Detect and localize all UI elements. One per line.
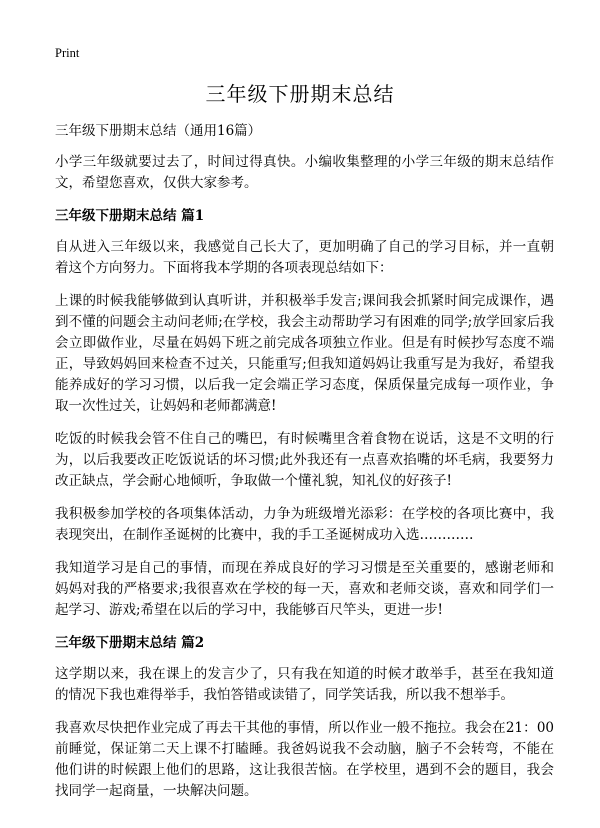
section-paragraph: 我积极参加学校的各项集体活动，力争为班级增光添彩：在学校的各项比赛中，我表现突出，在制作圣诞树的比赛中，我的手工圣诞树成功入选…………	[55, 506, 554, 543]
article-subtitle: 三年级下册期末总结（通用16篇）	[55, 123, 262, 139]
section-heading: 三年级下册期末总结 篇1	[55, 208, 205, 224]
section-paragraph: 这学期以来，我在课上的发言少了，只有我在知道的时候才敢举手，甚至在我知道的情况下我也难得举手，我怕答错或读错了，同学笑话我，所以我不想举手。	[55, 666, 554, 703]
intro-paragraph: 小学三年级就要过去了，时间过得真快。小编收集整理的小学三年级的期末总结作文，希望您喜欢，仅供大家参考。	[55, 154, 554, 191]
section-paragraph: 我喜欢尽快把作业完成了再去干其他的事情，所以作业一般不拖拉。我会在21：00前睡觉，保证第二天上课不打瞌睡。我爸妈说我不会动脑，脑子不会转弯，不能在他们讲的时候跟上他们的思路，这让我很苦恼。在学校里，遇到不会的题目，我会找同学一起商量，一块解决问题。	[55, 720, 554, 799]
section-heading: 三年级下册期末总结 篇2	[55, 635, 205, 651]
section-paragraph: 自从进入三年级以来，我感觉自己长大了，更加明确了自己的学习目标，并一直朝着这个方向努力。下面将我本学期的各项表现总结如下：	[55, 239, 554, 276]
article-body	[55, 121, 554, 814]
section-paragraph: 我知道学习是自己的事情，而现在养成良好的学习习惯是至关重要的，感谢老师和妈妈对我的严格要求;我很喜欢在学校的每一天，喜欢和老师交谈，喜欢和同学们一起学习、游戏;希望在以后的学习中，我能够百尺竿头，更进一步!	[55, 560, 554, 618]
section-paragraph: 吃饭的时候我会管不住自己的嘴巴，有时候嘴里含着食物在说话，这是不文明的行为，以后我要改正吃饭说话的坏习惯;此外我还有一点喜欢掐嘴的坏毛病，我要努力改正缺点，学会耐心地倾听，争取做一个懂礼貌，知礼仪的好孩子!	[55, 431, 554, 489]
print-link[interactable]: Print	[55, 46, 80, 60]
page-title: 三年级下册期末总结	[205, 82, 395, 106]
section-paragraph: 上课的时候我能够做到认真听讲，并积极举手发言;课间我会抓紧时间完成课作，遇到不懂的问题会主动问老师;在学校，我会主动帮助学习有困难的同学;放学回家后我会立即做作业，尽量在妈妈下班之前完成各项独立作业。但是有时候抄写态度不端正，导致妈妈回来检查不过关，只能重写;但我知道妈妈让我重写是为我好，希望我能养成好的学习习惯，以后我一定会端正学习态度，保质保量完成每一项作业，争取一次性过关，让妈妈和老师都满意!	[55, 293, 554, 414]
